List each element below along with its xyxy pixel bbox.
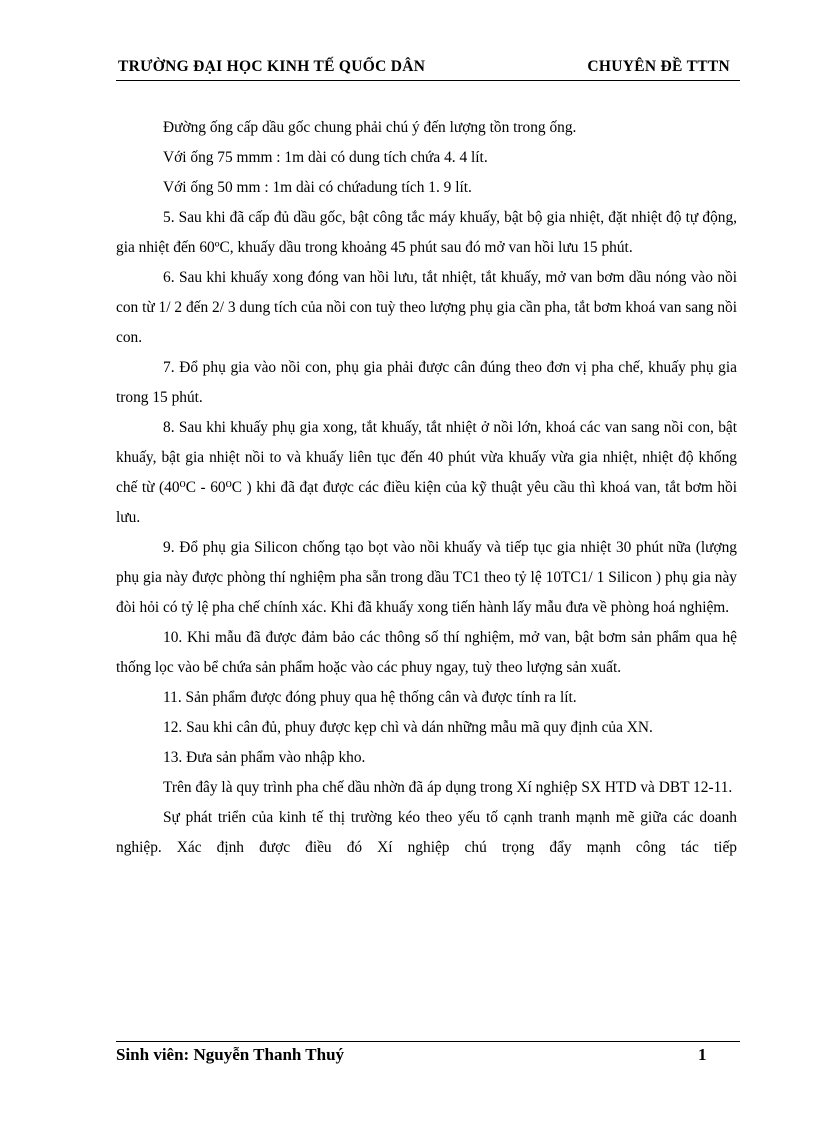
paragraph: 8. Sau khi khuấy phụ gia xong, tắt khuấy, tắt nhiệt ở nồi lớn, khoá các van sang nồi con, bật khuấy, bật gia nhiệt nồi to và khuấy liên tục đến 40 phút vừa khuấy vừa gia nhiệt, nhiệt độ khống chế từ (40⁰C - 60⁰C ) khi đã đạt được các điều kiện của kỹ thuật yêu cầu thì khoá van, tắt bơm hồi lưu. xyxy=(116,419,737,526)
page-header xyxy=(116,54,740,81)
paragraph: Đường ống cấp dầu gốc chung phải chú ý đến lượng tồn trong ống. xyxy=(163,119,577,136)
paragraph: 12. Sau khi cân đủ, phuy được kẹp chì và dán những mẫu mã quy định của XN. xyxy=(163,719,653,736)
paragraph: 10. Khi mẫu đã được đảm bảo các thông số thí nghiệm, mở van, bật bơm sản phẩm qua hệ thống lọc vào bể chứa sản phẩm hoặc vào các phuy ngay, tuỳ theo lượng sản xuất. xyxy=(116,629,737,676)
header-topic: CHUYÊN ĐỀ TTTN xyxy=(587,58,730,75)
paragraph: Sự phát triển của kinh tế thị trường kéo theo yếu tố cạnh tranh mạnh mẽ giữa các doanh nghiệp. Xác định được điều đó Xí nghiệp chú trọng đẩy mạnh công tác tiếp xyxy=(116,809,737,856)
paragraph: 9. Đổ phụ gia Silicon chống tạo bọt vào nồi khuấy và tiếp tục gia nhiệt 30 phút nữa (lượng phụ gia này được phòng thí nghiệm pha sẵn trong dầu TC1 theo tỷ lệ 10TC1/ 1 Silicon ) phụ gia này đòi hỏi có tỷ lệ pha chế chính xác. Khi đã khuấy xong tiến hành lấy mẫu đưa về phòng hoá nghiệm. xyxy=(116,539,737,616)
paragraph: Với ống 75 mmm : 1m dài có dung tích chứa 4. 4 lít. xyxy=(163,149,488,166)
paragraph: 6. Sau khi khuấy xong đóng van hồi lưu, tắt nhiệt, tắt khuấy, mở van bơm dầu nóng vào nồi con từ 1/ 2 đến 2/ 3 dung tích của nồi con tuỳ theo lượng phụ gia cần pha, tắt bơm khoá van sang nồi con. xyxy=(116,269,737,346)
paragraph: 5. Sau khi đã cấp đủ dầu gốc, bật công tắc máy khuấy, bật bộ gia nhiệt, đặt nhiệt độ tự động, gia nhiệt đến 60ºC, khuấy dầu trong khoảng 45 phút sau đó mở van hồi lưu 15 phút. xyxy=(116,209,737,256)
footer-student-name: Sinh viên: Nguyễn Thanh Thuý xyxy=(116,1045,345,1064)
paragraph: 7. Đổ phụ gia vào nồi con, phụ gia phải được cân đúng theo đơn vị pha chế, khuấy phụ gia trong 15 phút. xyxy=(116,359,737,406)
footer-divider xyxy=(116,1041,740,1042)
paragraph: 11. Sản phẩm được đóng phuy qua hệ thống cân và được tính ra lít. xyxy=(163,689,577,706)
paragraph: Với ống 50 mm : 1m dài có chứadung tích 1. 9 lít. xyxy=(163,179,472,196)
paragraph: Trên đây là quy trình pha chế dầu nhờn đã áp dụng trong Xí nghiệp SX HTD và DBT 12-11. xyxy=(163,779,733,796)
paragraph: 13. Đưa sản phẩm vào nhập kho. xyxy=(163,749,366,766)
page-number: 1 xyxy=(698,1045,707,1064)
document-body xyxy=(116,113,737,863)
header-university: TRƯỜNG ĐẠI HỌC KINH TẾ QUỐC DÂN xyxy=(118,58,426,75)
